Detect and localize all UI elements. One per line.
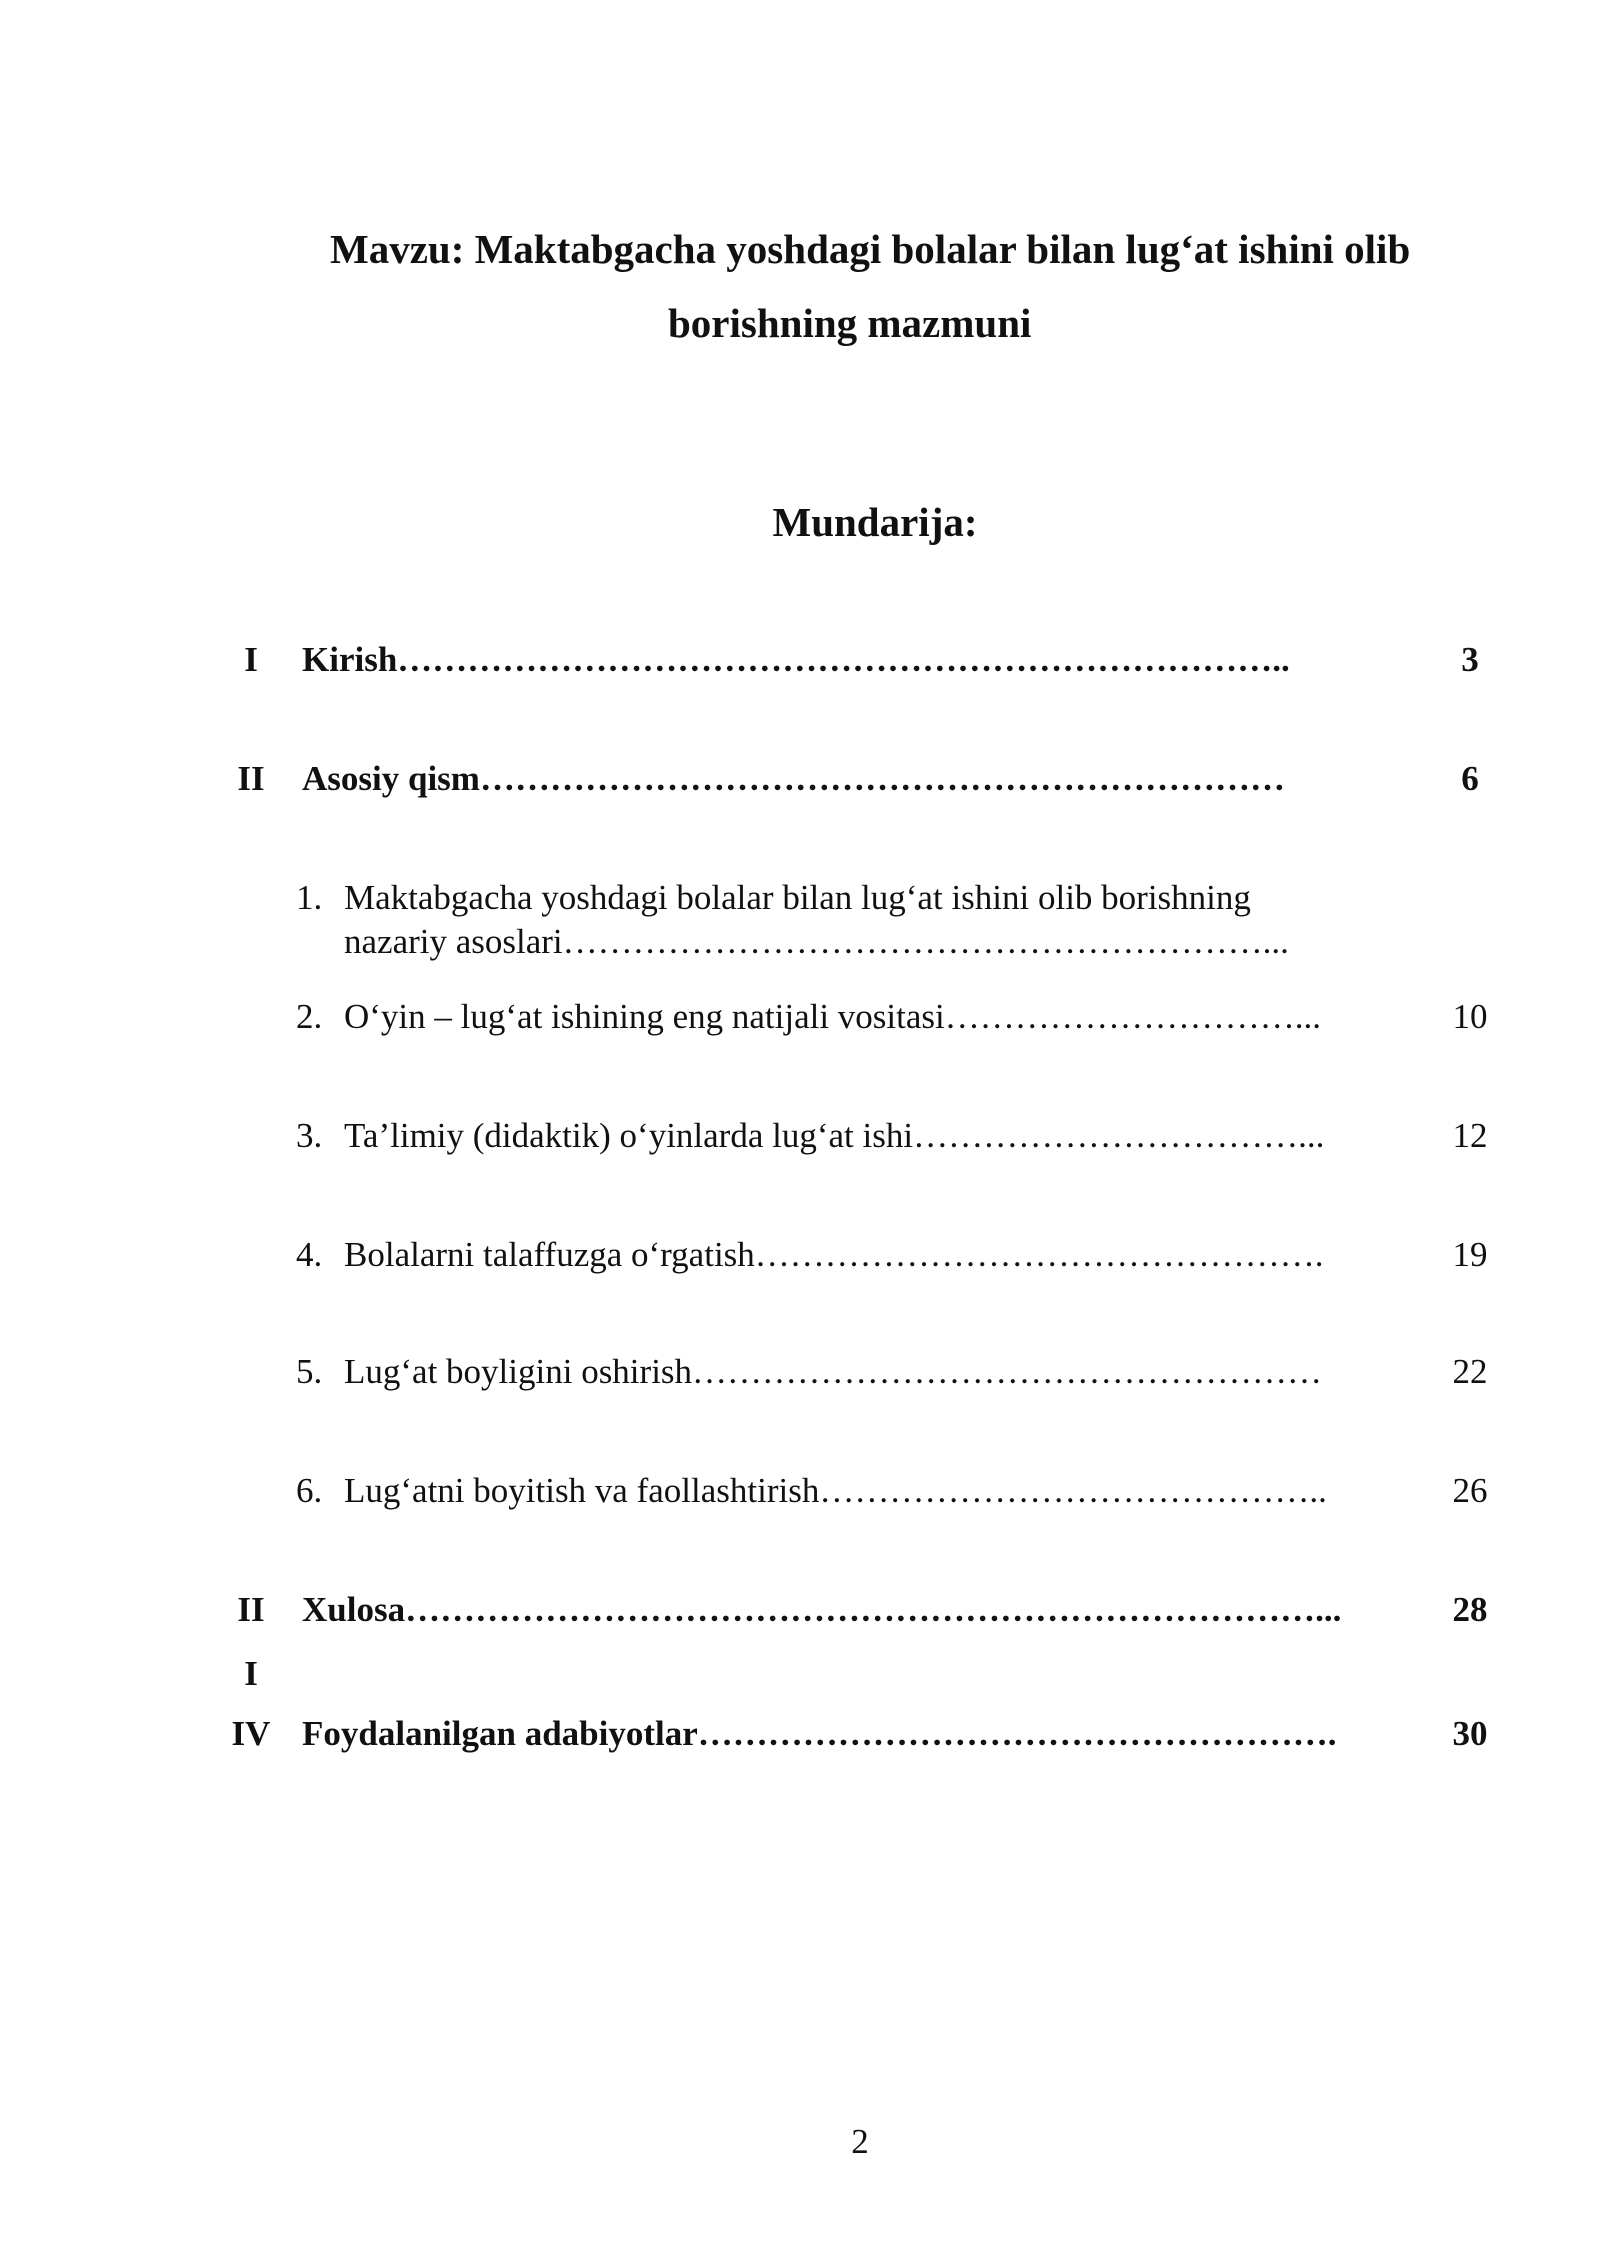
toc-sub-number: 1. <box>296 878 323 917</box>
title-line-2: borishning mazmuni <box>668 300 1032 346</box>
toc-sub-number: 4. <box>296 1235 323 1274</box>
toc-page: 10 <box>1452 997 1488 1036</box>
toc-sub-number: 6. <box>296 1471 323 1510</box>
toc-page: 3 <box>1461 640 1479 679</box>
toc-page: 26 <box>1452 1471 1488 1510</box>
toc-sub-label: Lug‘at boyligini oshirish……………………………………………… <box>344 1352 1323 1391</box>
toc-page: 22 <box>1452 1352 1488 1391</box>
toc-sub-label-line-1: Maktabgacha yoshdagi bolalar bilan lug‘at ishini olib borishning <box>344 878 1251 917</box>
toc-sub-label: Bolalarni talaffuzga o‘rgatish…………………………………………. <box>344 1235 1324 1274</box>
toc-page: 12 <box>1452 1116 1488 1155</box>
title-line-1: Mavzu: Maktabgacha yoshdagi bolalar bilan lug‘at ishini olib <box>330 226 1411 272</box>
toc-page: 28 <box>1452 1590 1488 1629</box>
document-title <box>330 212 1500 360</box>
toc-roman: IV <box>231 1714 271 1753</box>
toc-roman: II <box>237 759 265 798</box>
toc-heading: Mundarija: <box>772 499 978 545</box>
toc-roman: I <box>244 640 258 679</box>
toc-label: Kirish………………………………………………………………….. <box>302 640 1290 679</box>
toc-sub-label-line-2: nazariy asoslari……………………………………………………... <box>344 922 1289 961</box>
toc-page: 19 <box>1452 1235 1488 1274</box>
toc-sub-label: Ta’limiy (didaktik) o‘yinlarda lug‘at ishi……………………………... <box>344 1116 1325 1155</box>
toc-label: Asosiy qism…………………………………………………………… <box>302 759 1285 798</box>
toc-sub-number: 3. <box>296 1116 323 1155</box>
page-number: 2 <box>851 2122 869 2161</box>
toc-sub-label: Lug‘atni boyitish va faollashtirish…………………………………….. <box>344 1471 1327 1510</box>
toc-label: Foydalanilgan adabiyotlar………………………………………………. <box>302 1714 1337 1753</box>
toc-sub-number: 5. <box>296 1352 323 1391</box>
toc-roman-line-2: I <box>244 1654 258 1693</box>
toc-sub-number: 2. <box>296 997 323 1036</box>
toc-label: Xulosa……………………………………………………………………... <box>302 1590 1342 1629</box>
toc-sub-label: O‘yin – lug‘at ishining eng natijali vositasi…………………………... <box>344 997 1322 1036</box>
toc-page: 6 <box>1461 759 1479 798</box>
toc-page: 30 <box>1452 1714 1488 1753</box>
toc-roman-line-1: II <box>237 1590 265 1629</box>
